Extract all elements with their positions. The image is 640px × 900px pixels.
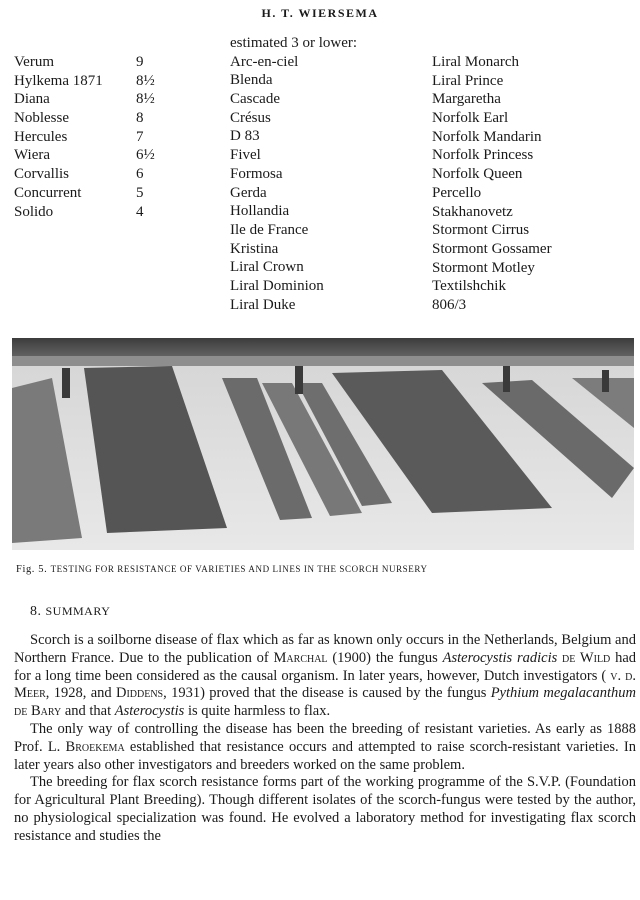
variety-name: Solido <box>14 203 54 220</box>
variety-score: 9 <box>136 54 144 70</box>
variety-score: 6 <box>136 166 144 183</box>
variety-score: 6½ <box>136 147 155 164</box>
variety-name: Verum <box>14 54 54 70</box>
variety-score: 8½ <box>136 72 155 89</box>
list-item <box>14 53 155 72</box>
variety-score: 7 <box>136 128 144 145</box>
scorch-nursery-photo <box>12 338 634 550</box>
variety-name: Diana <box>14 91 50 108</box>
variety-list-low <box>230 34 357 314</box>
variety-score: 4 <box>136 203 144 220</box>
variety-name: Corvallis <box>14 166 69 183</box>
variety-name: Hercules <box>14 128 68 145</box>
list-item: D 83 <box>230 128 260 145</box>
list-item: Liral Dominion <box>230 277 324 294</box>
list-item: Cascade <box>230 91 280 108</box>
list-item: Percello <box>432 184 482 201</box>
paragraph-1: Scorch is a soilborne disease of flax which as far as known only occurs in the Netherlands, Belgium and Northern France. Due to the publication of Marchal (1900) the fungus Asterocystis radicis de Wild had for a long time been considered as the causal organism. In later years, however, Dutch investigators ( v. d. Meer, 1928, and Diddens, 1931) proved that the disease is caused by the fungus Pythium megalacanthum de Bary and that Asterocystis is quite harmless to flax. <box>14 632 637 720</box>
list-item: Margaretha <box>432 91 501 108</box>
list-item: Norfolk Queen <box>432 166 523 183</box>
figure-caption-text: TESTING FOR RESISTANCE OF VARIETIES AND LINES IN THE SCORCH NURSERY <box>50 564 428 574</box>
list-item: 806/3 <box>432 296 467 313</box>
list-item: Liral Monarch <box>432 54 520 70</box>
list-item: Formosa <box>230 165 283 182</box>
list-item: Gerda <box>230 184 267 201</box>
summary-body <box>14 632 636 846</box>
list-item: Norfolk Mandarin <box>432 128 542 145</box>
paragraph-2: The only way of controlling the disease has been the breeding of resistant varieties. As early as 1888 Prof. L. Broekema established that resistance occurs and attempted to raise scorch-resistant varieties. In later years also other investigators and breeders worked on the same problem. <box>14 720 636 773</box>
list-item: Stormont Gossamer <box>432 240 552 257</box>
list-item <box>14 72 155 91</box>
list-item: Fivel <box>230 147 261 164</box>
list-item: Stormont Cirrus <box>432 222 530 239</box>
section-title: SUMMARY <box>45 604 111 618</box>
section-number: 8. <box>30 604 42 619</box>
section-heading <box>30 604 110 620</box>
list-item: Crésus <box>230 109 271 126</box>
list-item <box>14 109 155 128</box>
figure-caption <box>16 564 636 575</box>
variety-list-low-continued <box>432 53 552 315</box>
list-item: Norfolk Earl <box>432 110 509 127</box>
list-item <box>14 184 155 203</box>
list-item: Kristina <box>230 240 279 257</box>
list-item <box>14 165 155 184</box>
variety-score: 8½ <box>136 91 155 108</box>
list-item: Textilshchik <box>432 278 506 295</box>
variety-score: 8 <box>136 110 144 127</box>
list-item: Stakhanovetz <box>432 203 513 220</box>
list-item: Hollandia <box>230 203 290 220</box>
list-item: Norfolk Princess <box>432 147 534 164</box>
variety-list-scored <box>14 53 155 221</box>
list-item <box>14 128 155 147</box>
running-head: H. T. WIERSEMA <box>261 6 379 20</box>
variety-name: Noblesse <box>14 110 69 127</box>
variety-score: 5 <box>136 184 144 201</box>
list-item: Ile de France <box>230 221 309 238</box>
list-item: Liral Prince <box>432 72 504 89</box>
figure-label: Fig. 5. <box>16 564 48 575</box>
paragraph-3: The breeding for flax scorch resistance forms part of the working programme of the S.V.P. (Foundation for Agricultural Plant Breeding). Though different isolates of the scorch-fungus were tested by the author, no physiological specialization was found. He evolved a laboratory method for investigating flax scorch resistance and studies the <box>14 774 636 844</box>
list-item <box>14 90 155 109</box>
list-item: Arc-en-ciel <box>230 53 299 70</box>
list-item <box>14 203 155 222</box>
variety-name: Hylkema 1871 <box>14 72 103 89</box>
list-item: Liral Duke <box>230 296 296 313</box>
list-item: Liral Crown <box>230 259 304 276</box>
list-item: Blenda <box>230 72 273 89</box>
list-header: estimated 3 or lower: <box>230 35 358 51</box>
variety-name: Concurrent <box>14 184 82 201</box>
variety-name: Wiera <box>14 147 51 164</box>
list-item: Stormont Motley <box>432 259 535 276</box>
list-item <box>14 146 155 165</box>
